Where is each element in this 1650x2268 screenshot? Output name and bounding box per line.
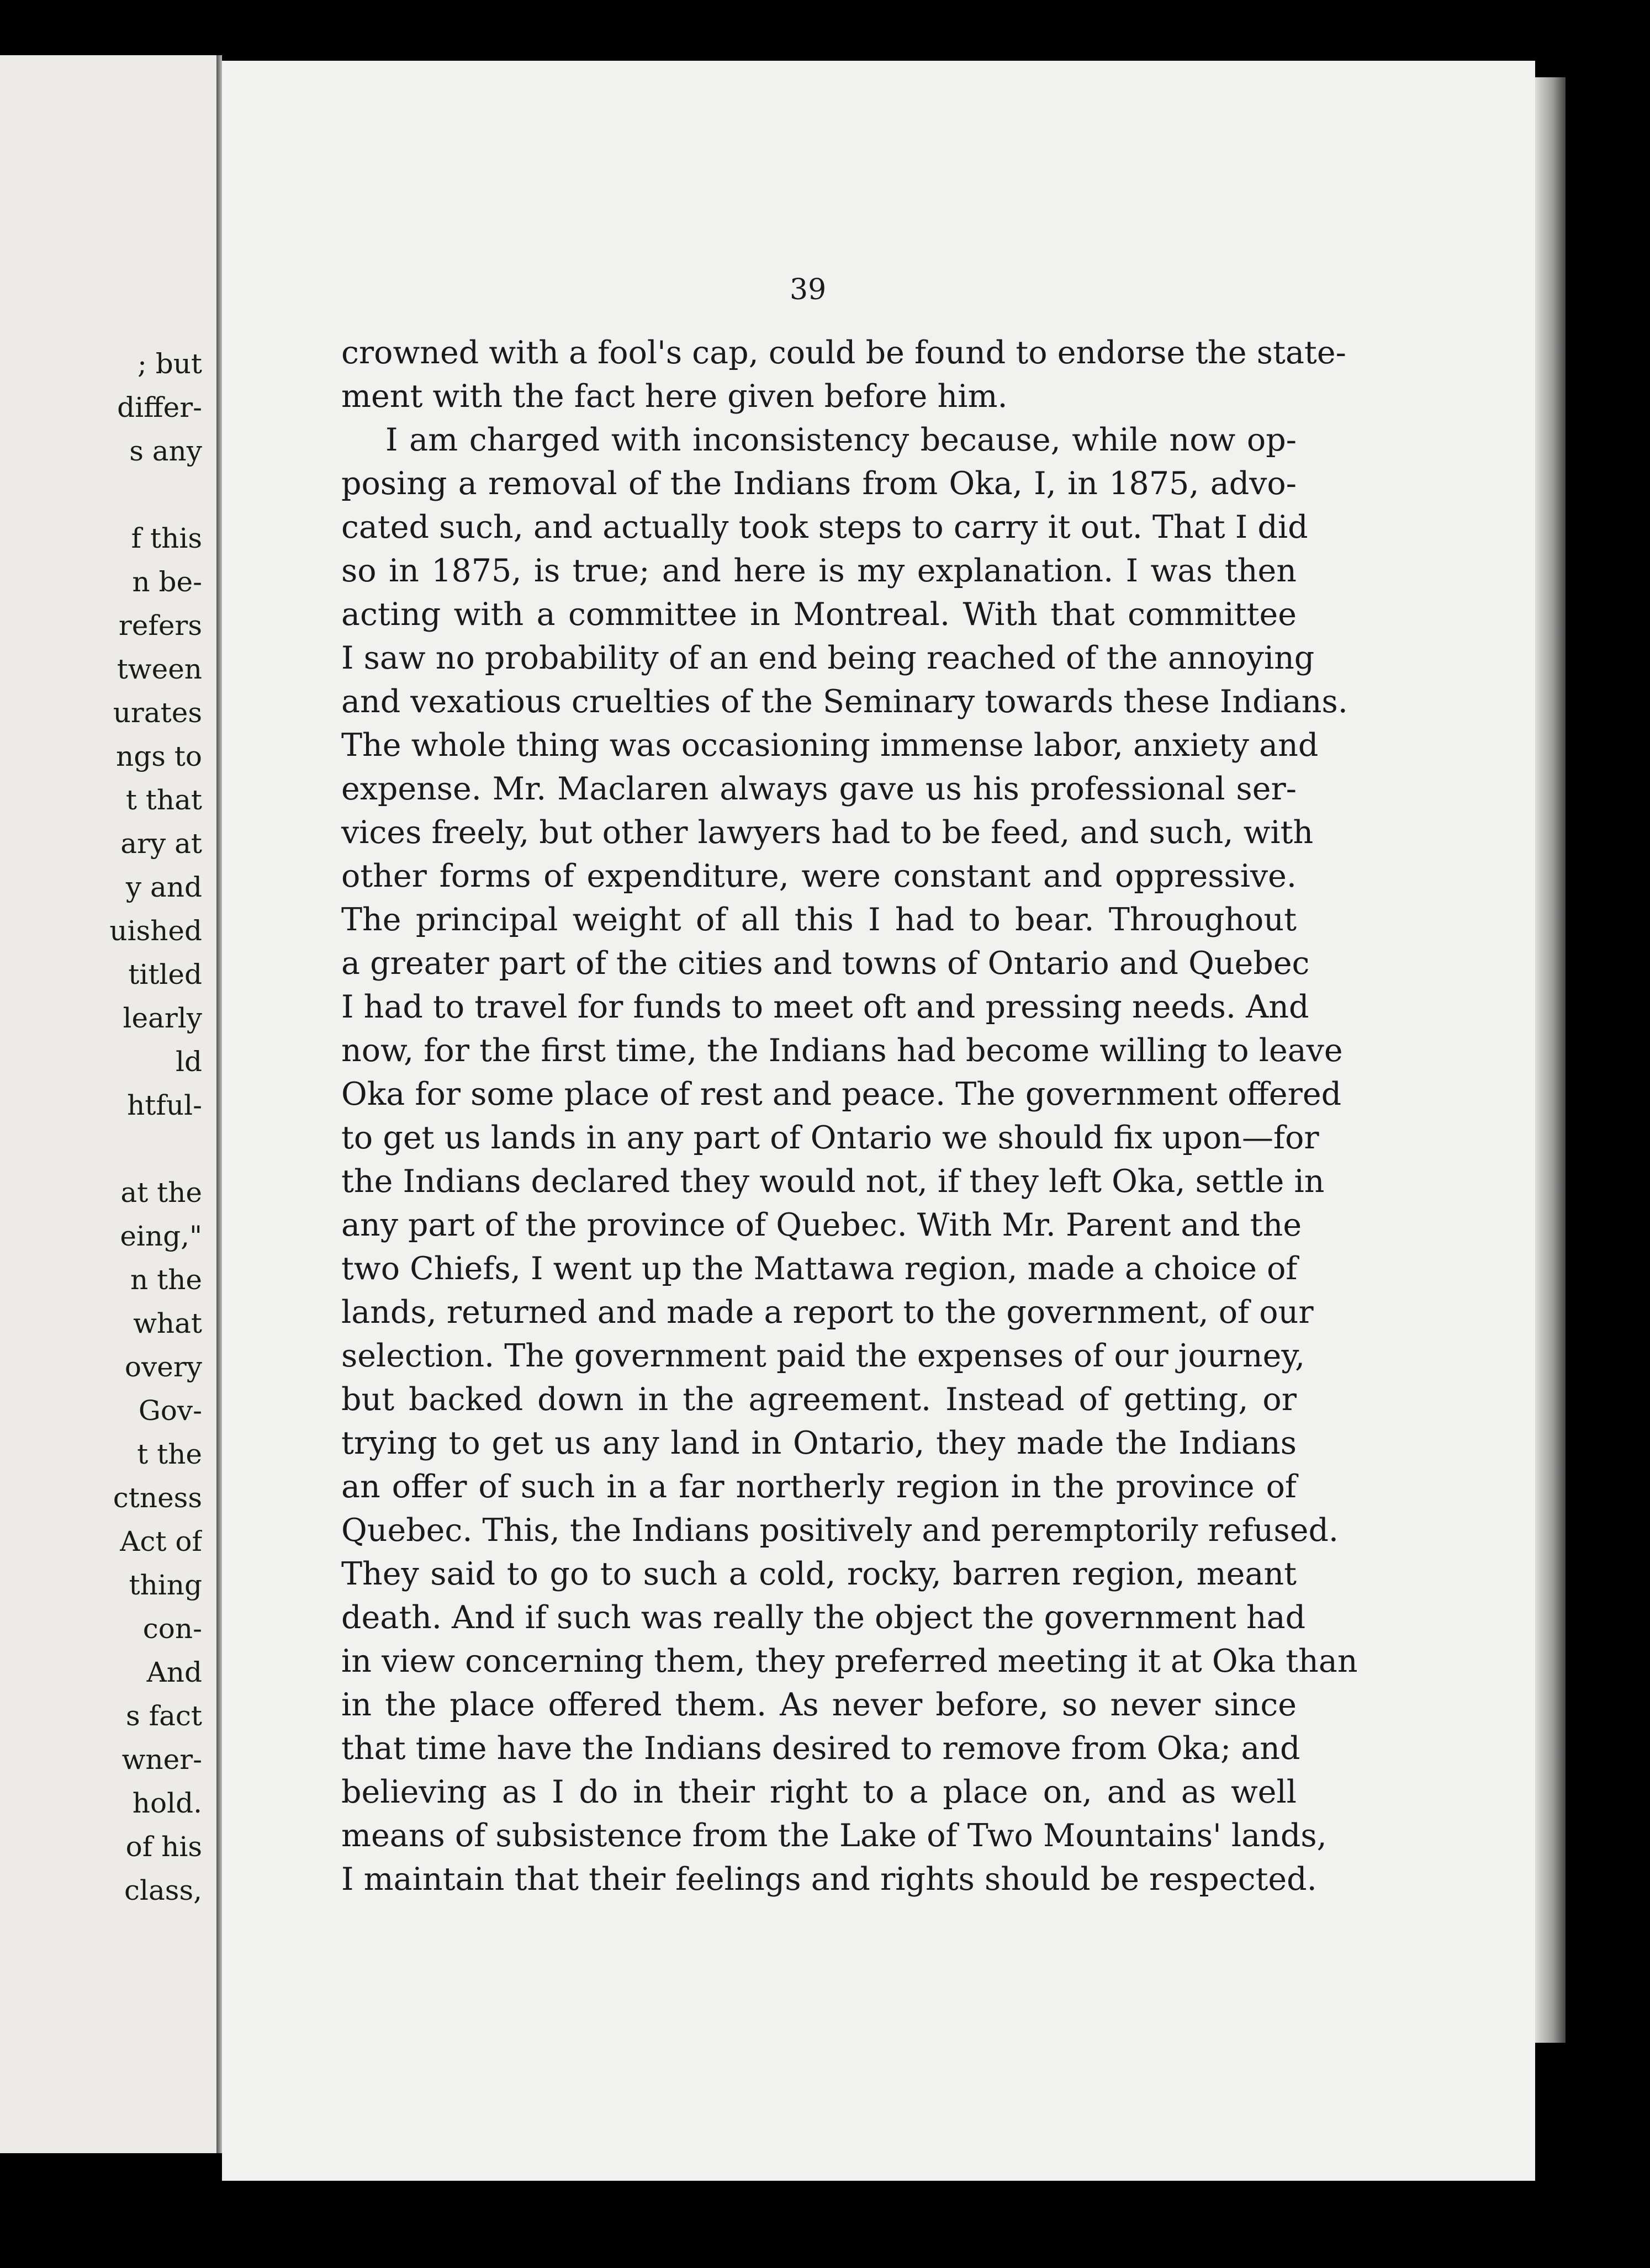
text-line: to get us lands in any part of Ontario we should fix upon—for (341, 1120, 1319, 1156)
left-line: t the (137, 1438, 202, 1470)
text-line: in the place offered them. As never before, so never since (341, 1687, 1297, 1723)
left-line: htful- (127, 1089, 202, 1121)
left-line: ary at (120, 828, 202, 860)
left-page-text-fragments (14, 342, 202, 1912)
left-line: wner- (121, 1744, 202, 1776)
left-line: titled (128, 958, 202, 990)
left-line: urates (113, 697, 202, 729)
left-line: at the (120, 1177, 202, 1209)
left-line: t that (125, 784, 202, 816)
text-line: crowned with a fool's cap, could be found to endorse the state- (341, 335, 1346, 371)
left-line: Act of (120, 1525, 202, 1557)
text-line: other forms of expenditure, were constant and oppressive. (341, 858, 1297, 894)
left-line: tween (117, 653, 202, 685)
left-page (0, 55, 219, 2153)
text-line: an offer of such in a far northerly region in the province of (341, 1469, 1297, 1505)
text-line: selection. The government paid the expenses of our journey, (341, 1338, 1305, 1374)
left-line: con- (142, 1613, 202, 1645)
body-text (341, 331, 1358, 1901)
text-line: vices freely, but other lawyers had to be feed, and such, with (341, 814, 1314, 851)
text-line: acting with a committee in Montreal. With that committee (341, 596, 1297, 633)
text-line: I maintain that their feelings and rights should be respected. (341, 1861, 1317, 1898)
left-line: differ- (117, 391, 202, 423)
text-line: two Chiefs, I went up the Mattawa region, made a choice of (341, 1250, 1298, 1287)
text-line: any part of the province of Quebec. With Mr. Parent and the (341, 1207, 1302, 1243)
left-line: overy (124, 1351, 202, 1383)
text-line: expense. Mr. Maclaren always gave us his professional ser- (341, 771, 1297, 807)
left-line: uished (109, 915, 202, 947)
text-line: I had to travel for funds to meet oft and pressing needs. And (341, 989, 1309, 1025)
text-line: but backed down in the agreement. Instead of getting, or (341, 1381, 1297, 1418)
text-line: trying to get us any land in Ontario, they made the Indians (341, 1425, 1297, 1461)
left-line: thing (129, 1569, 202, 1601)
page-edge-shadow (1535, 77, 1566, 2043)
left-line: of his (125, 1831, 202, 1863)
left-line: y and (125, 871, 202, 903)
left-line: refers (118, 610, 202, 642)
text-line: a greater part of the cities and towns of Ontario and Quebec (341, 945, 1310, 982)
gutter-shadow (216, 55, 222, 2153)
left-line: n be- (132, 566, 202, 598)
text-line: in view concerning them, they preferred meeting it at Oka than (341, 1643, 1358, 1679)
page-number: 39 (790, 273, 827, 306)
text-line: and vexatious cruelties of the Seminary towards these Indians. (341, 683, 1348, 720)
text-line: the Indians declared they would not, if they left Oka, settle in (341, 1163, 1325, 1200)
text-line: Oka for some place of rest and peace. The government offered (341, 1076, 1342, 1112)
text-line: posing a removal of the Indians from Oka, I, in 1875, advo- (341, 465, 1297, 502)
left-line (14, 473, 202, 517)
text-line: Quebec. This, the Indians positively and peremptorily refused. (341, 1512, 1339, 1549)
text-line: ment with the fact here given before him. (341, 378, 1008, 415)
left-line: ld (176, 1046, 202, 1078)
left-line (14, 1127, 202, 1171)
left-line: s fact (126, 1700, 202, 1732)
left-line: what (133, 1307, 202, 1339)
left-line: And (146, 1656, 202, 1688)
text-line: The principal weight of all this I had to bear. Throughout (341, 902, 1297, 938)
text-line: lands, returned and made a report to the government, of our (341, 1294, 1314, 1331)
text-line: They said to go to such a cold, rocky, barren region, meant (341, 1556, 1297, 1592)
left-line: f this (131, 522, 202, 554)
text-line: cated such, and actually took steps to carry it out. That I did (341, 509, 1308, 545)
text-line: believing as I do in their right to a place on, and as well (341, 1774, 1297, 1810)
left-line: class, (124, 1874, 202, 1906)
text-line: I am charged with inconsistency because, while now op- (385, 422, 1297, 458)
text-line: means of subsistence from the Lake of Two Mountains' lands, (341, 1817, 1327, 1854)
text-line: The whole thing was occasioning immense labor, anxiety and (341, 727, 1319, 764)
left-line: eing," (120, 1220, 202, 1252)
left-line: hold. (132, 1787, 202, 1819)
left-line: n the (130, 1264, 202, 1296)
left-line: learly (123, 1002, 202, 1034)
text-line: I saw no probability of an end being reached of the annoying (341, 640, 1315, 676)
left-line: ngs to (116, 740, 202, 772)
left-line: ; but (137, 348, 202, 380)
text-line: so in 1875, is true; and here is my explanation. I was then (341, 553, 1297, 589)
left-line: Gov- (138, 1395, 202, 1427)
left-line: s any (129, 435, 202, 467)
left-line: ctness (113, 1482, 202, 1514)
text-line: death. And if such was really the object the government had (341, 1599, 1306, 1636)
text-line: that time have the Indians desired to remove from Oka; and (341, 1730, 1300, 1767)
text-line: now, for the first time, the Indians had become willing to leave (341, 1032, 1343, 1069)
